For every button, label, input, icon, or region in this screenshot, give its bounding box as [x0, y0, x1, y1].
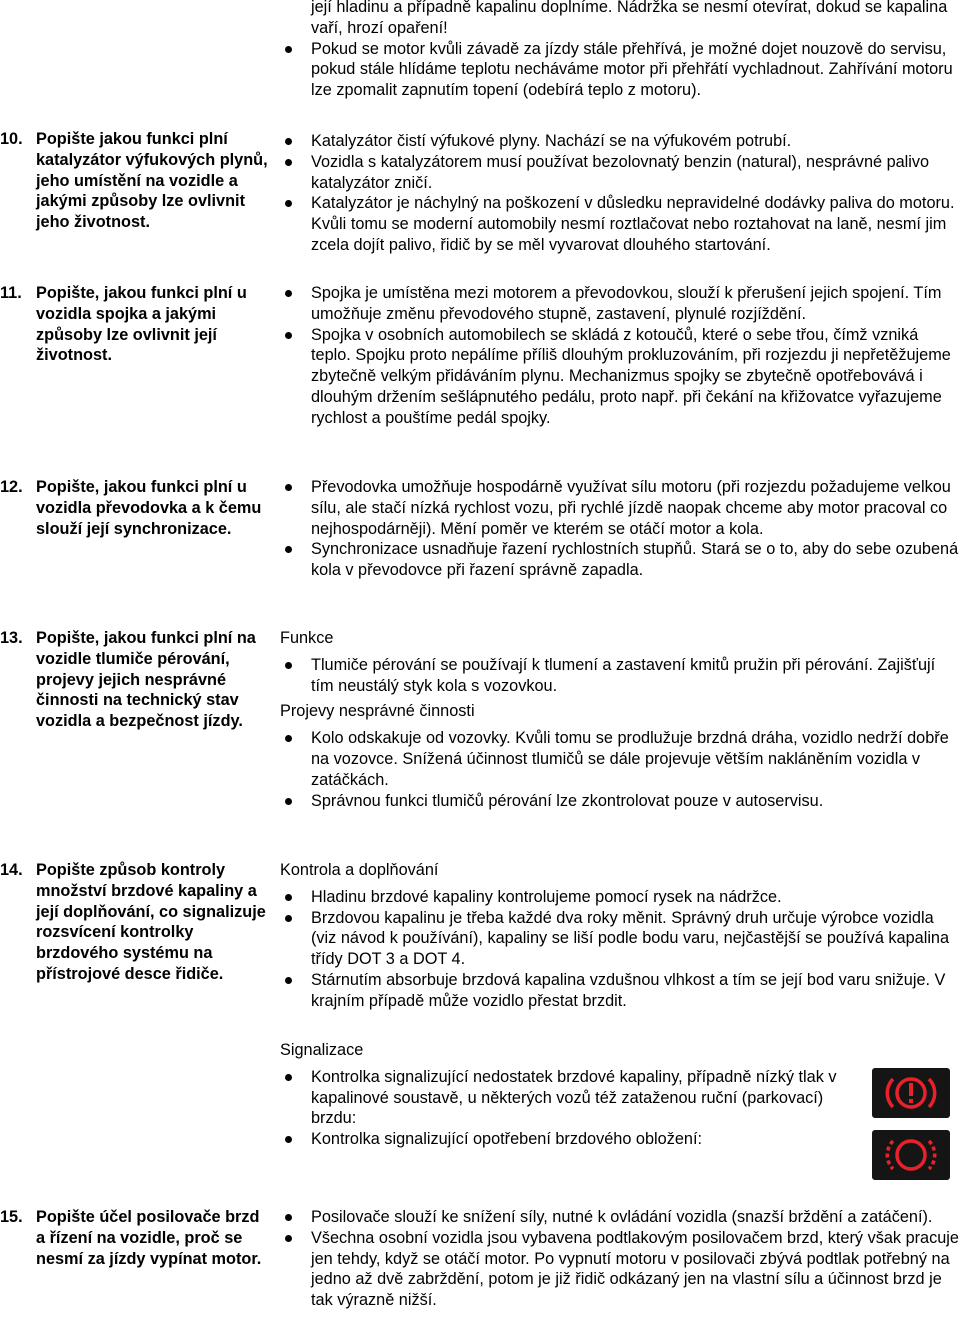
subheading-faults: Projevy nesprávné činnosti	[280, 702, 475, 721]
question-text: Popište, jakou funkci plní u vozidla spojka a jakými způsoby lze ovlivnit její životnost.	[36, 284, 247, 365]
list-item: Hladinu brzdové kapaliny kontrolujeme pomocí rysek na nádržce.	[280, 887, 960, 908]
answer-13	[280, 628, 960, 811]
list-item: Převodovka umožňuje hospodárně využívat sílu motoru (při rozjezdu požadujeme velkou sílu, ale stačí nízká rychlost vozu, při rychlé jízdě naopak chceme aby motor pracoval co nejhospodárněji). Mění poměr ve kterém se otáčí motor a kola.	[280, 477, 960, 539]
subheading-signal: Signalizace	[280, 1041, 364, 1059]
list-item: Kontrolka signalizující opotřebení brzdového obložení:	[280, 1129, 860, 1150]
list-item: Katalyzátor je náchylný na poškození v důsledku nepravidelné dodávky paliva do motoru. Kvůli tomu se moderní automobily nesmí roztlačovat nebo roztahovat na laně, nesmí jim zcela dojít palivo, řidič by se měl vyvarovat dlouhého startování.	[280, 193, 960, 255]
question-text: Popište, jakou funkci plní na vozidle tlumiče pérování, projevy jejich nesprávné činnosti na technický stav vozidla a bezpečnost jízdy.	[36, 629, 256, 731]
question-text: Popište způsob kontroly množství brzdové kapaliny a její doplňování, co signalizuje rozsvícení kontrolky brzdového systému na přístrojové desce řidiče.	[36, 861, 266, 983]
list-item: Vozidla s katalyzátorem musí používat bezolovnatý benzin (natural), nesprávné palivo katalyzátor zničí.	[280, 152, 960, 194]
list-item: Pokud se motor kvůli závadě za jízdy stále přehřívá, je možné dojet nouzově do servisu, pokud stále hlídáme teplotu necháváme motor při přehřátí vychladnout. Zahřívání motoru lze zpomalit zapnutím topení (odebírá teplo z motoru).	[280, 39, 960, 101]
question-text: Popište, jakou funkci plní u vozidla převodovka a k čemu slouží její synchronizace.	[36, 478, 262, 538]
subheading-check: Kontrola a doplňování	[280, 861, 439, 879]
answer-15	[280, 1207, 960, 1311]
intro-block	[280, 0, 960, 101]
answer-14-signal	[280, 1040, 860, 1150]
answer-11	[280, 283, 960, 429]
answer-10	[280, 131, 960, 256]
list-item: Stárnutím absorbuje brzdová kapalina vzdušnou vlhkost a tím se její bod varu snižuje. V krajním případě může vozidlo přestat brzdit.	[280, 970, 960, 1012]
question-number: 15.	[0, 1208, 23, 1226]
question-number: 13.	[0, 629, 23, 647]
list-item: Synchronizace usnadňuje řazení rychlostních stupňů. Stará se o to, aby do sebe ozubená kola v převodovce při řazení správně zapadla.	[280, 539, 960, 581]
question-text: Popište jakou funkci plní katalyzátor výfukových plynů, jeho umístění na vozidle a jakými způsoby lze ovlivnit jeho životnost.	[36, 130, 268, 232]
brake-pad-wear-icon	[872, 1130, 950, 1180]
list-item: Spojka je umístěna mezi motorem a převodovkou, slouží k přerušení jejich spojení. Tím umožňuje změnu převodového stupně, zastavení, plynulé rozjíždění.	[280, 283, 960, 325]
brake-fluid-warning-icon	[872, 1068, 950, 1118]
question-number: 10.	[0, 130, 23, 148]
list-item: Kontrolka signalizující nedostatek brzdové kapaliny, případně nízký tlak v kapalinové soustavě, u některých vozů též zataženou ruční (parkovací) brzdu:	[280, 1067, 860, 1129]
list-item: Tlumiče pérování se používají k tlumení a zastavení kmitů pružin při pérování. Zajišťují tím neustálý styk kola s vozovkou.	[280, 655, 960, 697]
question-text: Popište účel posilovače brzd a řízení na vozidle, proč se nesmí za jízdy vypínat motor.	[36, 1208, 262, 1268]
list-item: Brzdovou kapalinu je třeba každé dva roky měnit. Správný druh určuje výrobce vozidla (viz návod k používání), kapaliny se liší podle bodu varu, nejčastější se používá kapalina třídy DOT 3 a DOT 4.	[280, 908, 960, 970]
list-item: Posilovače slouží ke snížení síly, nutné k ovládání vozidla (snazší brždění a zatáčení).	[280, 1207, 960, 1228]
list-item: Všechna osobní vozidla jsou vybavena podtlakovým posilovačem brzd, který však pracuje jen tehdy, když se otáčí motor. Po vypnutí motoru v posilovači zbývá podtlak potřebný na jedno až dvě zabrždění, potom je již řidič odkázaný jen na vlastní sílu a účinnost brzd je tak výrazně nižší.	[280, 1228, 960, 1311]
question-number: 14.	[0, 861, 23, 879]
answer-12	[280, 477, 960, 581]
list-item: Kolo odskakuje od vozovky. Kvůli tomu se prodlužuje brzdná dráha, vozidlo nedrží dobře na vozovce. Snížená účinnost tlumičů se dále projevuje větším nakláněním vozidla v zatáčkách.	[280, 728, 960, 790]
list-item: Správnou funkci tlumičů pérování lze zkontrolovat pouze v autoservisu.	[280, 791, 960, 812]
answer-14	[280, 860, 950, 1012]
question-number: 12.	[0, 478, 23, 496]
question-number: 11.	[0, 284, 22, 302]
list-item: Katalyzátor čistí výfukové plyny. Nachází se na výfukovém potrubí.	[280, 131, 960, 152]
subheading-function: Funkce	[280, 629, 334, 647]
list-item: Spojka v osobních automobilech se skládá z kotoučů, které o sebe třou, čímž vzniká teplo. Spojku proto nepálíme příliš dlouhým prokluzováním, při rozjezdu ji nepřetěžujeme zbytečně velkým přidáváním plynu. Mechanizmus spojky se zbytečně opotřebovává i dlouhým držením sešlápnutého pedálu, proto např. při čekání na křižovatce vyřazujeme rychlost a pouštíme pedál spojky.	[280, 325, 960, 429]
list-item: její hladinu a případně kapalinu doplníme. Nádržka se nesmí otevírat, dokud se kapalina vaří, hrozí opaření!	[311, 0, 948, 37]
intro-list	[280, 0, 960, 101]
